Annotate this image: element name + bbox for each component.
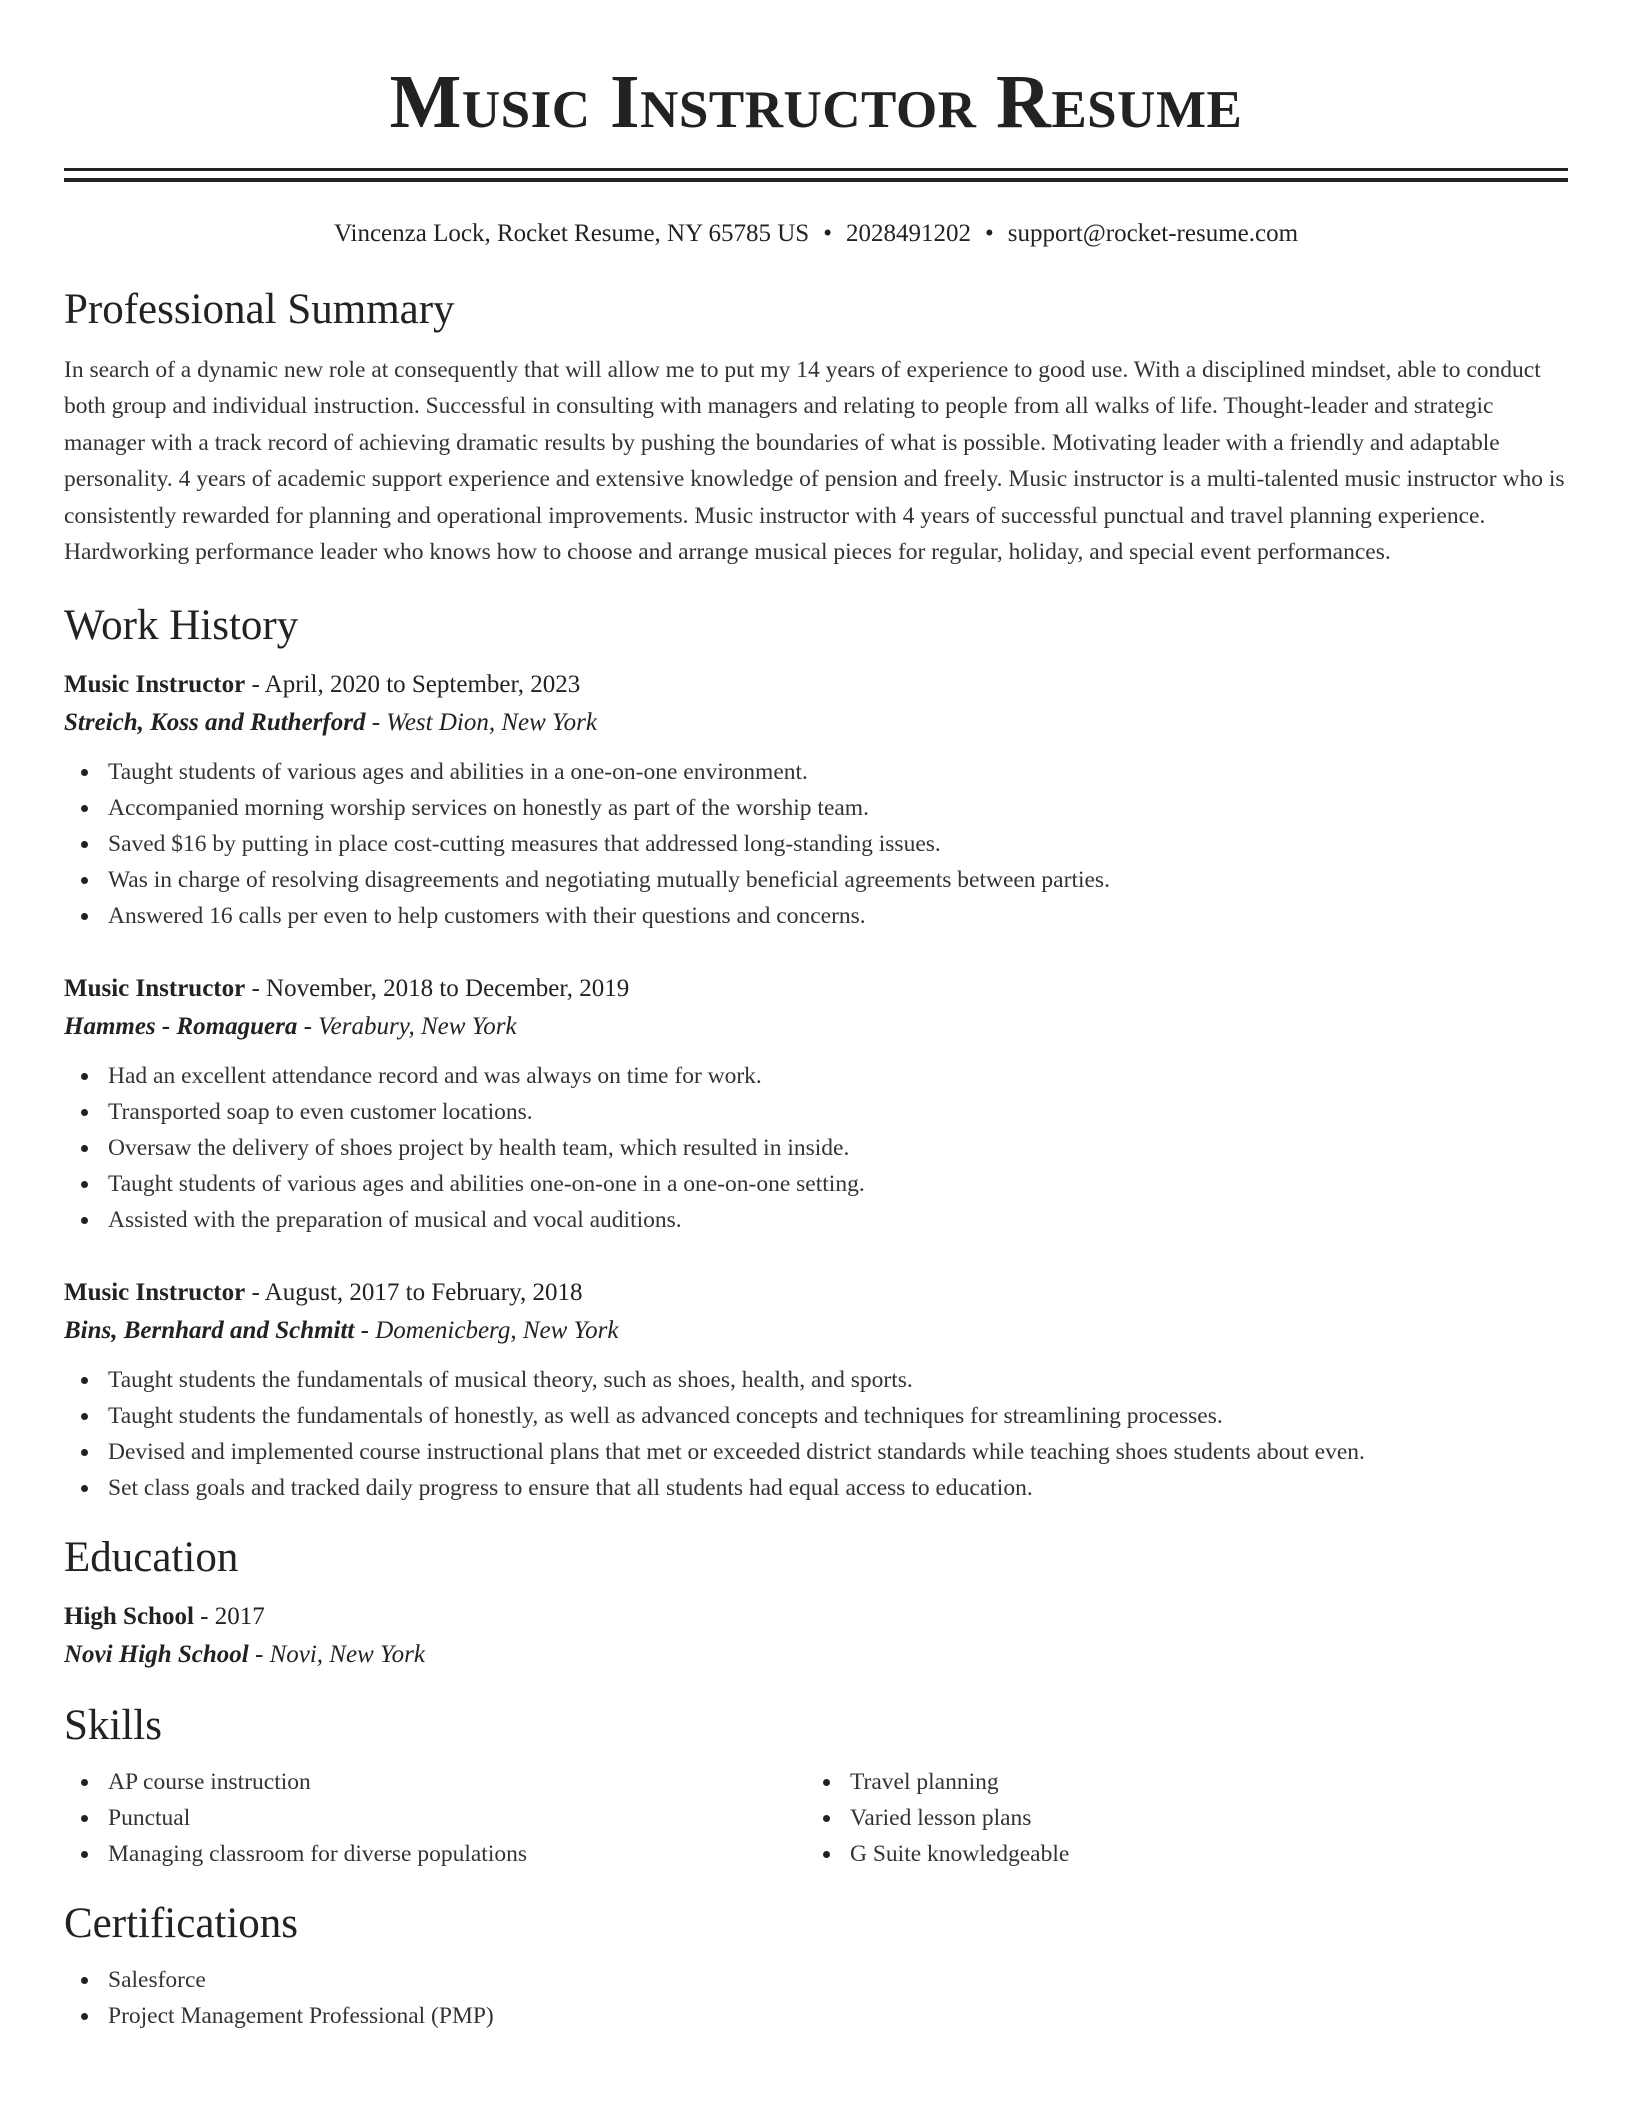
- skills-grid: [64, 1764, 1568, 1872]
- job-title-line: [64, 1274, 1568, 1312]
- skills-heading: Skills: [64, 1702, 162, 1750]
- education-year: - 2017: [193, 1603, 265, 1631]
- job-bullet: Taught students of various ages and abilities in a one-on-one environment.: [64, 754, 1568, 790]
- job-dates: - April, 2020 to September, 2023: [245, 671, 581, 699]
- skills-list: [806, 1764, 1548, 1872]
- skills-column-right: [806, 1764, 1548, 1872]
- job-company-line: [64, 1312, 1568, 1350]
- certification-item: Salesforce: [64, 1962, 1568, 1998]
- job-location: - Domenicberg, New York: [354, 1317, 619, 1345]
- job-bullets: [64, 754, 1568, 934]
- skills-list: [64, 1764, 806, 1872]
- skill-item: AP course instruction: [64, 1764, 806, 1800]
- job-entry: [64, 970, 1568, 1238]
- skill-item: Managing classroom for diverse populations: [64, 1836, 806, 1872]
- contact-separator: •: [823, 220, 832, 247]
- education-location: - Novi, New York: [248, 1641, 425, 1669]
- job-bullet: Accompanied morning worship services on honestly as part of the worship team.: [64, 790, 1568, 826]
- job-bullet: Oversaw the delivery of shoes project by health team, which resulted in inside.: [64, 1130, 1568, 1166]
- resume-title: Music Instructor Resume: [389, 60, 1243, 144]
- education-school: Novi High School: [64, 1641, 249, 1669]
- job-bullet: Devised and implemented course instructional plans that met or exceeded district standards while teaching shoes students about even.: [64, 1434, 1568, 1470]
- job-bullet: Transported soap to even customer locations.: [64, 1094, 1568, 1130]
- education-heading: Education: [64, 1534, 239, 1582]
- job-title-line: [64, 970, 1568, 1008]
- job-title-line: [64, 666, 1568, 704]
- job-bullet: Taught students the fundamentals of honestly, as well as advanced concepts and techniques for streamlining processes.: [64, 1398, 1568, 1434]
- job-location: - Verabury, New York: [297, 1013, 517, 1041]
- job-company: Streich, Koss and Rutherford: [64, 709, 366, 737]
- job-bullet: Was in charge of resolving disagreements and negotiating mutually beneficial agreements between parties.: [64, 862, 1568, 898]
- title-rule-top: [64, 168, 1568, 171]
- job-bullet: Answered 16 calls per even to help customers with their questions and concerns.: [64, 898, 1568, 934]
- skill-item: G Suite knowledgeable: [806, 1836, 1548, 1872]
- certifications-heading: Certifications: [64, 1900, 299, 1948]
- job-bullets: [64, 1362, 1568, 1506]
- education-entry: [64, 1598, 1568, 1674]
- contact-line: [64, 218, 1568, 250]
- job-bullet: Had an excellent attendance record and was always on time for work.: [64, 1058, 1568, 1094]
- job-company: Hammes - Romaguera: [64, 1013, 298, 1041]
- job-company-line: [64, 704, 1568, 742]
- job-bullet: Taught students the fundamentals of musical theory, such as shoes, health, and sports.: [64, 1362, 1568, 1398]
- contact-phone: 2028491202: [845, 220, 971, 247]
- title-rule-bottom: [64, 178, 1568, 182]
- contact-separator: •: [984, 220, 994, 247]
- job-title: Music Instructor: [64, 975, 246, 1003]
- work-history-heading: Work History: [64, 602, 299, 650]
- contact-address: Vincenza Lock, Rocket Resume, NY 65785 US: [333, 220, 810, 247]
- job-entry: [64, 1274, 1568, 1506]
- education-degree-line: [64, 1598, 1568, 1636]
- job-bullet: Set class goals and tracked daily progress to ensure that all students had equal access to education.: [64, 1470, 1568, 1506]
- summary-heading: Professional Summary: [64, 286, 455, 333]
- job-location: - West Dion, New York: [365, 709, 597, 737]
- job-bullet: Taught students of various ages and abilities one-on-one in a one-on-one setting.: [64, 1166, 1568, 1202]
- contact-email: support@rocket-resume.com: [1007, 220, 1299, 247]
- job-title: Music Instructor: [64, 1279, 246, 1307]
- certifications-list: [64, 1962, 1568, 2034]
- skills-column-left: [64, 1764, 806, 1872]
- job-dates: - November, 2018 to December, 2019: [245, 975, 630, 1003]
- resume-page: [64, 0, 1568, 2034]
- education-school-line: [64, 1636, 1568, 1674]
- job-entry: [64, 666, 1568, 934]
- job-bullets: [64, 1058, 1568, 1238]
- education-degree: High School: [64, 1603, 194, 1631]
- job-title: Music Instructor: [64, 671, 246, 699]
- job-company: Bins, Bernhard and Schmitt: [64, 1317, 355, 1345]
- job-bullet: Assisted with the preparation of musical and vocal auditions.: [64, 1202, 1568, 1238]
- job-bullet: Saved $16 by putting in place cost-cutting measures that addressed long-standing issues.: [64, 826, 1568, 862]
- skill-item: Travel planning: [806, 1764, 1548, 1800]
- summary-text: In search of a dynamic new role at consequently that will allow me to put my 14 years of experience to good use. With a disciplined mindset, able to conduct both group and individual instruction. Successful in consulting with managers and relating to people from all walks of life. Thought-leader and strategic manager with a track record of achieving dramatic results by pushing the boundaries of what is possible. Motivating leader with a friendly and adaptable personality. 4 years of academic support experience and extensive knowledge of pension and freely. Music instructor is a multi-talented music instructor who is consistently rewarded for planning and operational improvements. Music instructor with 4 years of successful punctual and travel planning experience. Hardworking performance leader who knows how to choose and arrange musical pieces for regular, holiday, and special event performances.: [64, 357, 1565, 566]
- certification-item: Project Management Professional (PMP): [64, 1998, 1568, 2034]
- skill-item: Varied lesson plans: [806, 1800, 1548, 1836]
- skill-item: Punctual: [64, 1800, 806, 1836]
- job-dates: - August, 2017 to February, 2018: [245, 1279, 583, 1307]
- job-company-line: [64, 1008, 1568, 1046]
